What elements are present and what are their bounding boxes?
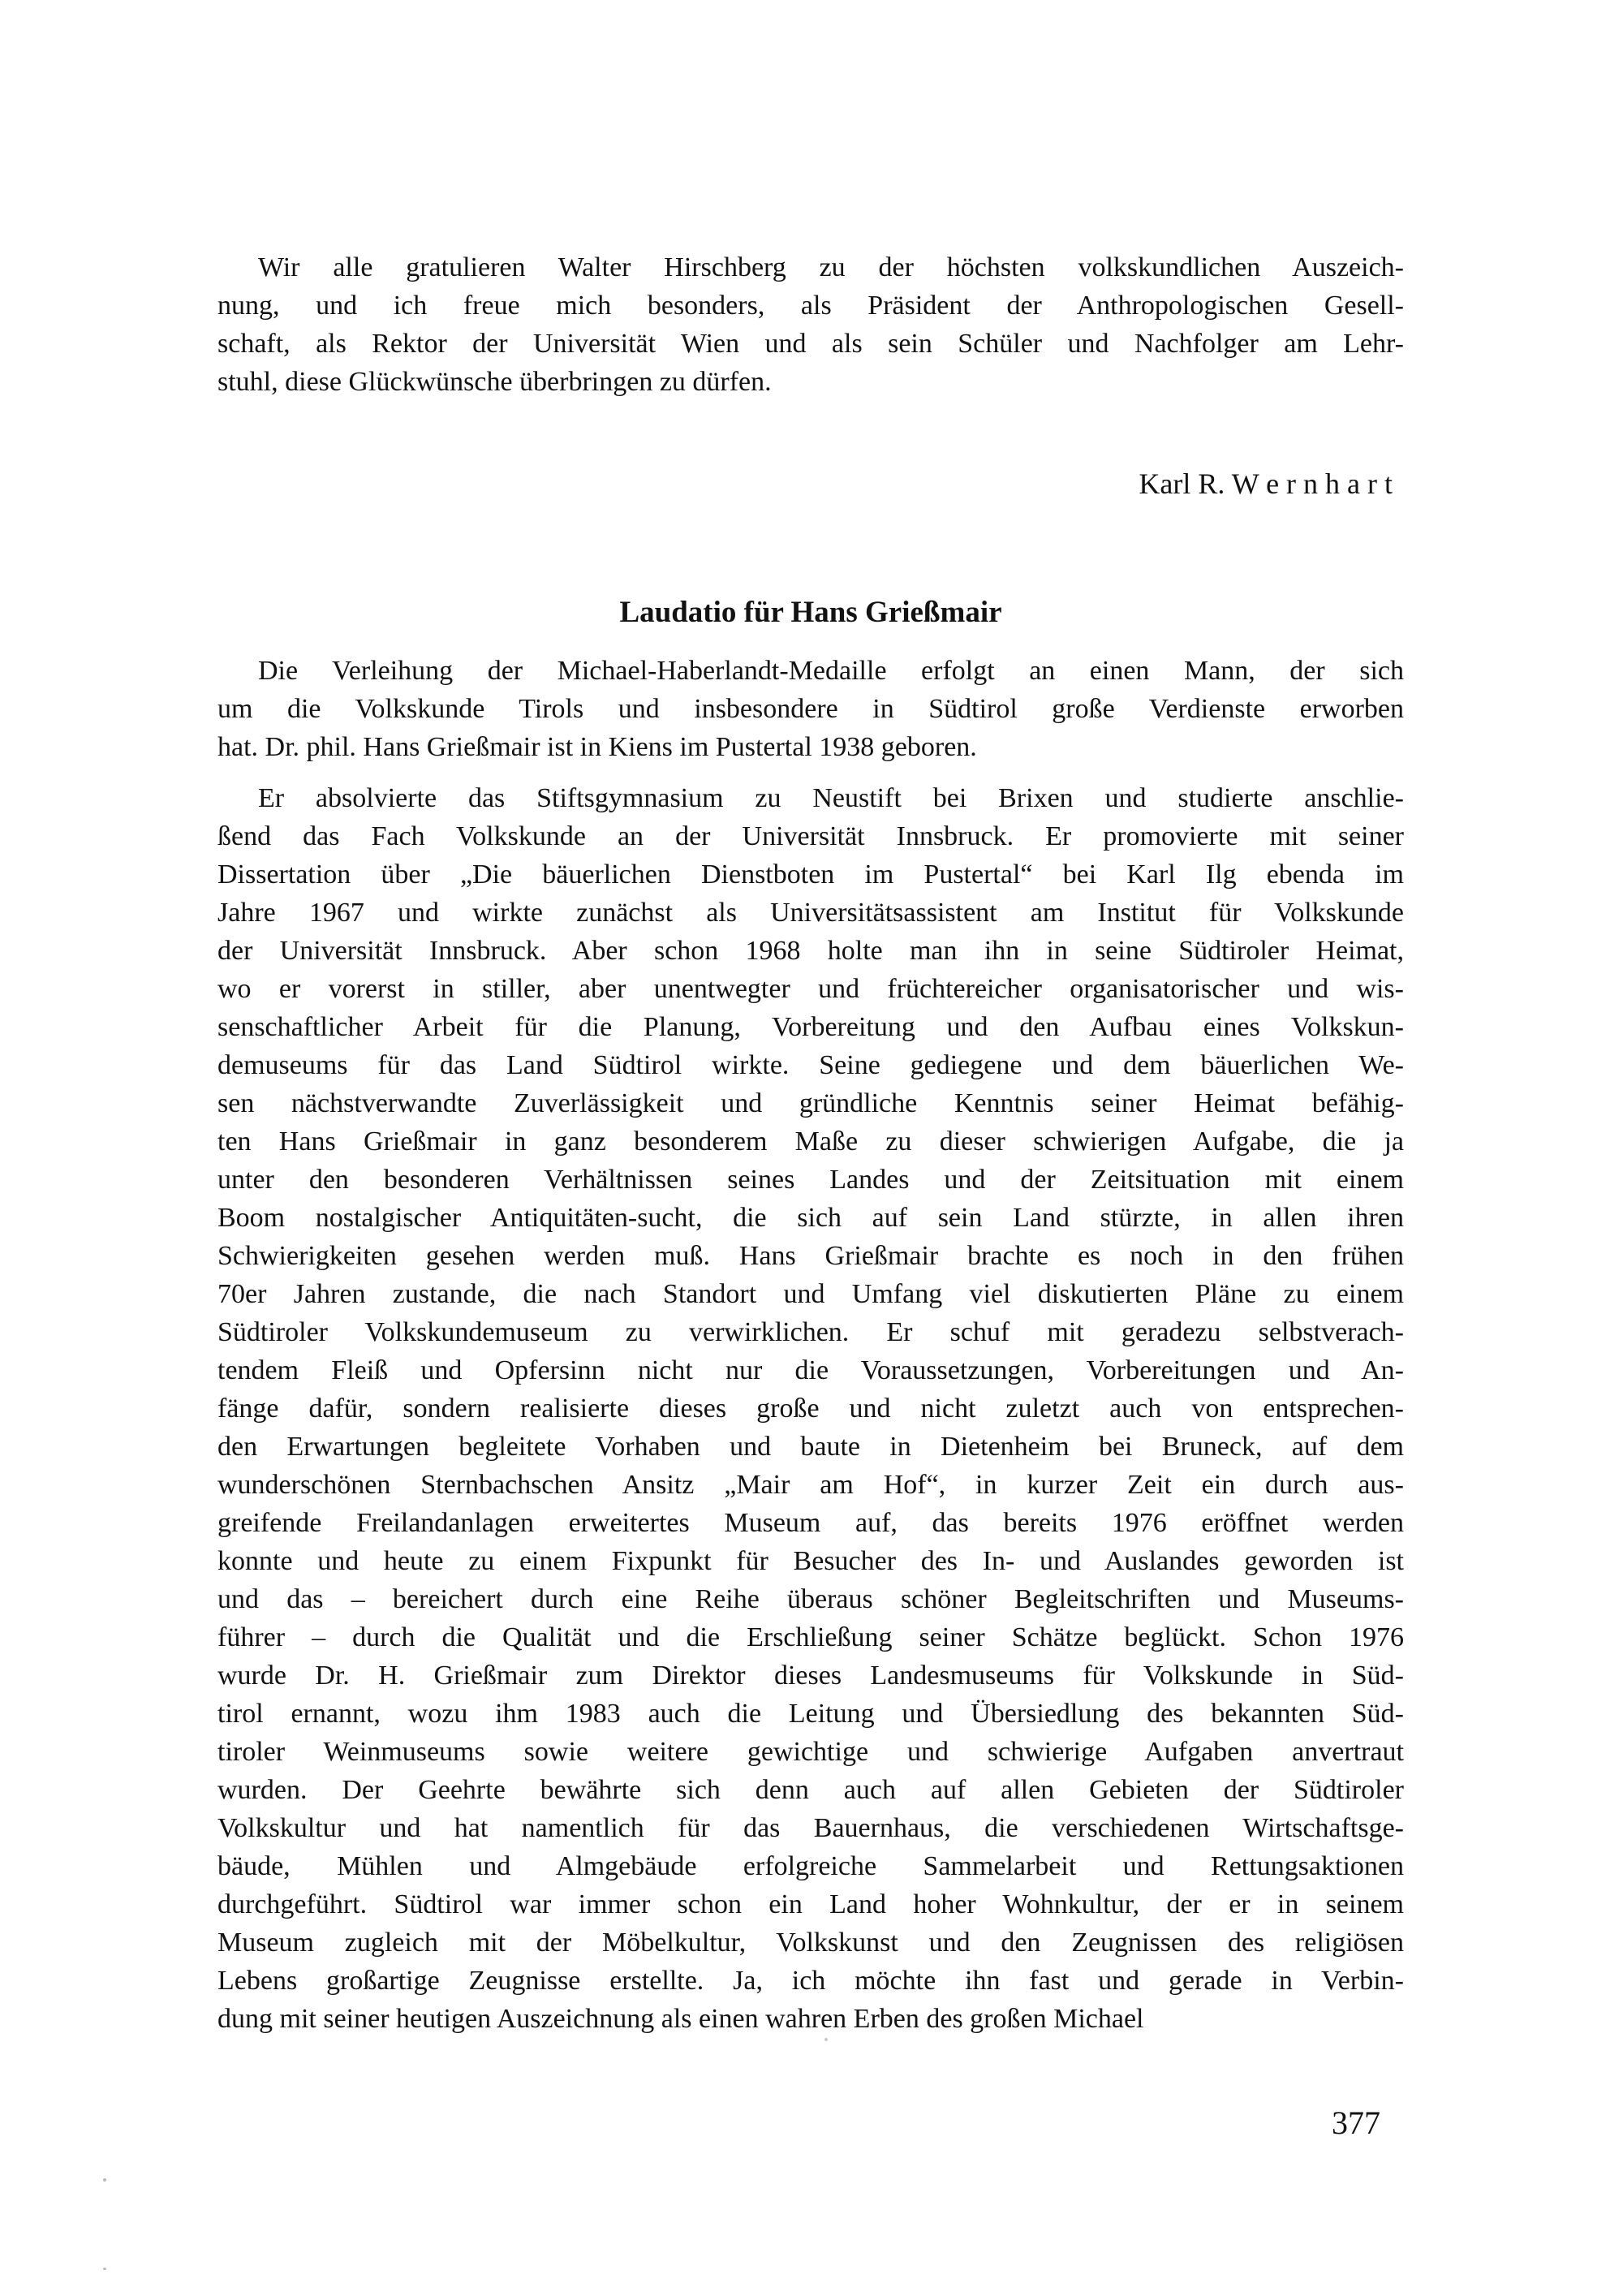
text-line: stuhl, diese Glückwünsche überbringen zu dürfen.: [217, 367, 772, 397]
text-line: Boom nostalgischer Antiquitäten-sucht, die sich auf sein Land stürzte, in allen ihren: [217, 1203, 1404, 1233]
text-line: 70er Jahren zustande, die nach Standort und Umfang viel diskutierten Pläne zu einem: [217, 1279, 1404, 1309]
text-line: Volkskultur und hat namentlich für das Bauernhaus, die verschiedenen Wirtschaftsge-: [217, 1813, 1404, 1843]
laudatio-paragraph-2: [217, 779, 1404, 2038]
text-line: hat. Dr. phil. Hans Grießmair ist in Kiens im Pustertal 1938 geboren.: [217, 732, 977, 762]
text-line: wo er vorerst in stiller, aber unentwegter und früchtereicher organisatorischer und wis-: [217, 974, 1404, 1004]
text-line: ten Hans Grießmair in ganz besonderem Maße zu dieser schwierigen Aufgabe, die ja: [217, 1126, 1404, 1157]
intro-paragraph: [217, 248, 1404, 401]
text-line: schaft, als Rektor der Universität Wien und als sein Schüler und Nachfolger am Lehr-: [217, 329, 1404, 359]
text-line: Lebens großartige Zeugnisse erstellte. Ja, ich möchte ihn fast und gerade in Verbin-: [217, 1966, 1404, 1996]
text-line: Museum zugleich mit der Möbelkultur, Volkskunst und den Zeugnissen des religiösen: [217, 1928, 1404, 1958]
text-line: wunderschönen Sternbachschen Ansitz „Mair am Hof“, in kurzer Zeit ein durch aus-: [217, 1470, 1404, 1500]
text-line: demuseums für das Land Südtirol wirkte. Seine gediegene und dem bäuerlichen We-: [217, 1050, 1404, 1080]
text-line: tirol ernannt, wozu ihm 1983 auch die Leitung und Übersiedlung des bekannten Süd-: [217, 1699, 1404, 1729]
author-signature: Karl R. W e r n h a r t: [1139, 467, 1393, 500]
text-line: tendem Fleiß und Opfersinn nicht nur die Voraussetzungen, Vorbereitungen und An-: [217, 1355, 1404, 1385]
text-line: Südtiroler Volkskundemuseum zu verwirklichen. Er schuf mit geradezu selbstverach-: [217, 1317, 1404, 1347]
text-line: wurden. Der Geehrte bewährte sich denn auch auf allen Gebieten der Südtiroler: [217, 1775, 1404, 1805]
text-line: bäude, Mühlen und Almgebäude erfolgreiche Sammelarbeit und Rettungsaktionen: [217, 1851, 1404, 1881]
text-line: tiroler Weinmuseums sowie weitere gewichtige und schwierige Aufgaben anvertraut: [217, 1737, 1404, 1767]
text-line: und das – bereichert durch eine Reihe überaus schöner Begleitschriften und Museums-: [217, 1584, 1404, 1614]
text-line: nung, und ich freue mich besonders, als Präsident der Anthropologischen Gesell-: [217, 291, 1404, 321]
page-number: 377: [1332, 2104, 1380, 2141]
scan-speck: [824, 2038, 828, 2041]
scan-speck: [103, 2268, 106, 2270]
text-line: konnte und heute zu einem Fixpunkt für Besucher des In- und Auslandes geworden ist: [217, 1546, 1404, 1576]
text-line: unter den besonderen Verhältnissen seines Landes und der Zeitsituation mit einem: [217, 1165, 1404, 1195]
text-line: Die Verleihung der Michael-Haberlandt-Medaille erfolgt an einen Mann, der sich: [258, 656, 1404, 686]
text-line: sen nächstverwandte Zuverlässigkeit und gründliche Kenntnis seiner Heimat befähig-: [217, 1088, 1404, 1118]
text-line: fänge dafür, sondern realisierte dieses große und nicht zuletzt auch von entsprechen-: [217, 1394, 1404, 1424]
text-line: der Universität Innsbruck. Aber schon 1968 holte man ihn in seine Südtiroler Heimat,: [217, 936, 1404, 966]
text-line: den Erwartungen begleitete Vorhaben und baute in Dietenheim bei Bruneck, auf dem: [217, 1432, 1404, 1462]
text-line: ßend das Fach Volkskunde an der Universität Innsbruck. Er promovierte mit seiner: [217, 821, 1404, 851]
scan-speck: [103, 2178, 106, 2182]
laudatio-paragraph-1: [217, 652, 1404, 766]
text-line: senschaftlicher Arbeit für die Planung, Vorbereitung und den Aufbau eines Volkskun-: [217, 1012, 1404, 1042]
text-line: greifende Freilandanlagen erweitertes Museum auf, das bereits 1976 eröffnet werden: [217, 1508, 1404, 1538]
text-line: Wir alle gratulieren Walter Hirschberg zu der höchsten volkskundlichen Auszeich-: [258, 252, 1404, 282]
text-line: Er absolvierte das Stiftsgymnasium zu Neustift bei Brixen und studierte anschlie-: [258, 783, 1404, 813]
text-line: Dissertation über „Die bäuerlichen Dienstboten im Pustertal“ bei Karl Ilg ebenda im: [217, 859, 1404, 890]
text-line: Schwierigkeiten gesehen werden muß. Hans Grießmair brachte es noch in den frühen: [217, 1241, 1404, 1271]
text-line: dung mit seiner heutigen Auszeichnung als einen wahren Erben des großen Michael: [217, 2004, 1144, 2034]
text-line: um die Volkskunde Tirols und insbesondere in Südtirol große Verdienste erworben: [217, 694, 1404, 724]
section-heading: Laudatio für Hans Grießmair: [619, 596, 1002, 629]
text-line: führer – durch die Qualität und die Erschließung seiner Schätze beglückt. Schon 1976: [217, 1622, 1404, 1652]
text-line: Jahre 1967 und wirkte zunächst als Universitätsassistent am Institut für Volkskunde: [217, 898, 1404, 928]
text-line: durchgeführt. Südtirol war immer schon ein Land hoher Wohnkultur, der er in seinem: [217, 1889, 1404, 1919]
text-line: wurde Dr. H. Grießmair zum Direktor dieses Landesmuseums für Volkskunde in Süd-: [217, 1661, 1404, 1691]
